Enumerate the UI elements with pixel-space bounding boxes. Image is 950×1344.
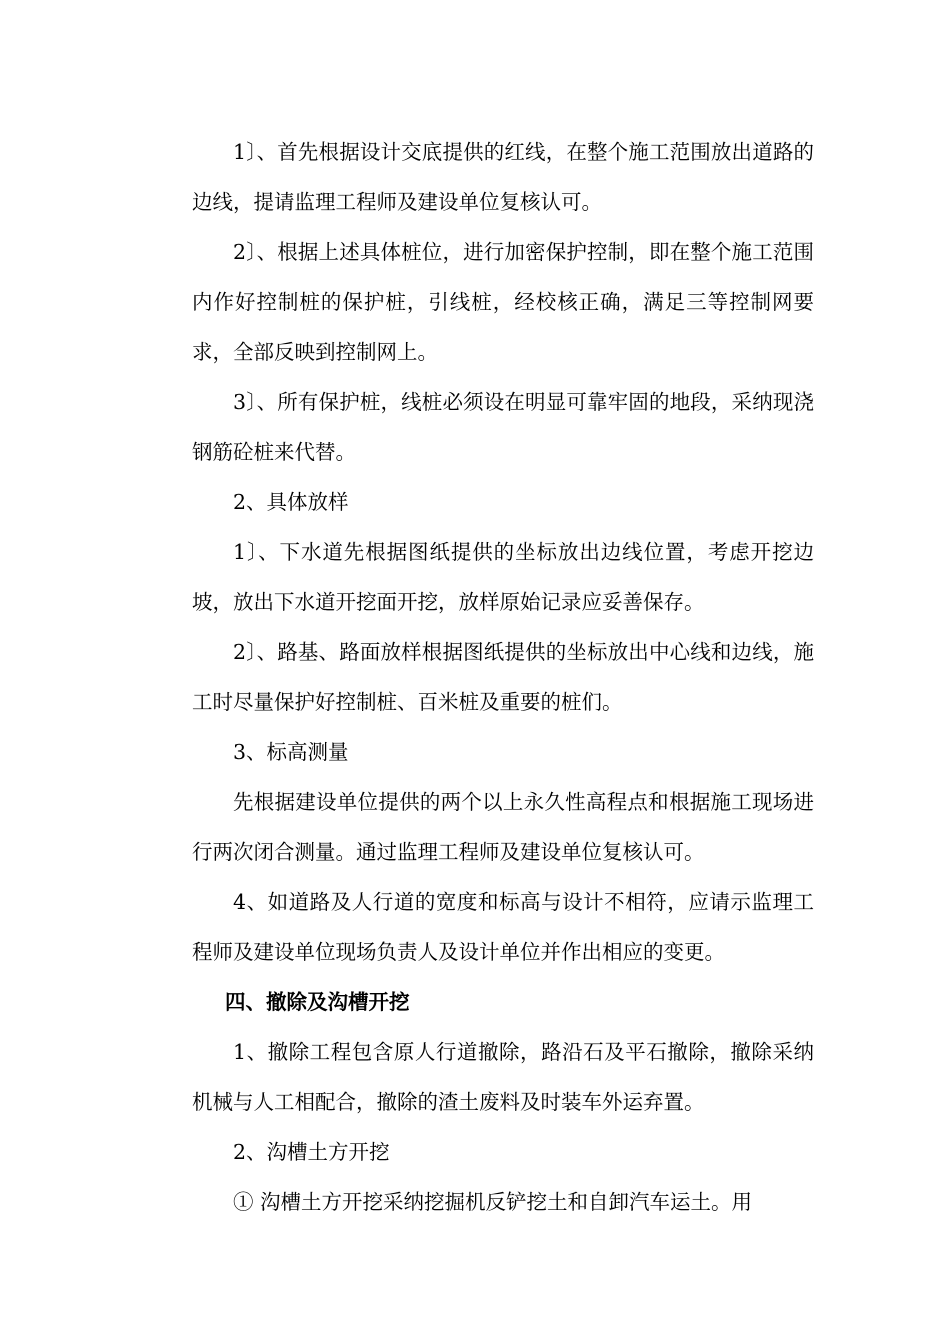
paragraph-elevation-survey: 先根据建设单位提供的两个以上永久性高程点和根据施工现场进行两次闭合测量。通过监理工程师及建设单位复核认可。 — [192, 790, 814, 864]
paragraph-protection-piles: 3〕、所有保护桩，线桩必须设在明显可靠牢固的地段，采纳现浇钢筋砼桩来代替。 — [192, 390, 814, 464]
paragraph-demolition-works: 1、撤除工程包含原人行道撤除，路沿石及平石撤除，撤除采纳机械与人工相配合，撤除的渣土废料及时装车外运弃置。 — [192, 1040, 814, 1114]
section-heading-demolition: 四、撤除及沟槽开挖 — [225, 990, 410, 1014]
paragraph-protection-control: 2〕、根据上述具体桩位，进行加密保护控制，即在整个施工范围内作好控制桩的保护桩，引线桩，经校核正确，满足三等控制网要求，全部反映到控制网上。 — [192, 240, 814, 364]
subheading-trench-excavation: 2、沟槽土方开挖 — [233, 1140, 390, 1164]
paragraph-roadbed-layout: 2〕、路基、路面放样根据图纸提供的坐标放出中心线和边线，施工时尽量保护好控制桩、百米桩及重要的桩们。 — [192, 640, 814, 714]
paragraph-red-line: 1〕、首先根据设计交底提供的红线，在整个施工范围放出道路的边线，提请监理工程师及建设单位复核认可。 — [192, 140, 814, 214]
paragraph-sewer-layout: 1〕、下水道先根据图纸提供的坐标放出边线位置，考虑开挖边坡，放出下水道开挖面开挖，放样原始记录应妥善保存。 — [192, 540, 814, 614]
subheading-layout: 2、具体放样 — [233, 490, 349, 514]
subheading-elevation: 3、标高测量 — [233, 740, 349, 764]
paragraph-design-mismatch: 4、如道路及人行道的宽度和标高与设计不相符，应请示监理工程师及建设单位现场负责人及设计单位并作出相应的变更。 — [192, 890, 814, 964]
paragraph-trench-excavation: ① 沟槽土方开挖采纳挖掘机反铲挖土和自卸汽车运土。用 — [233, 1190, 753, 1214]
